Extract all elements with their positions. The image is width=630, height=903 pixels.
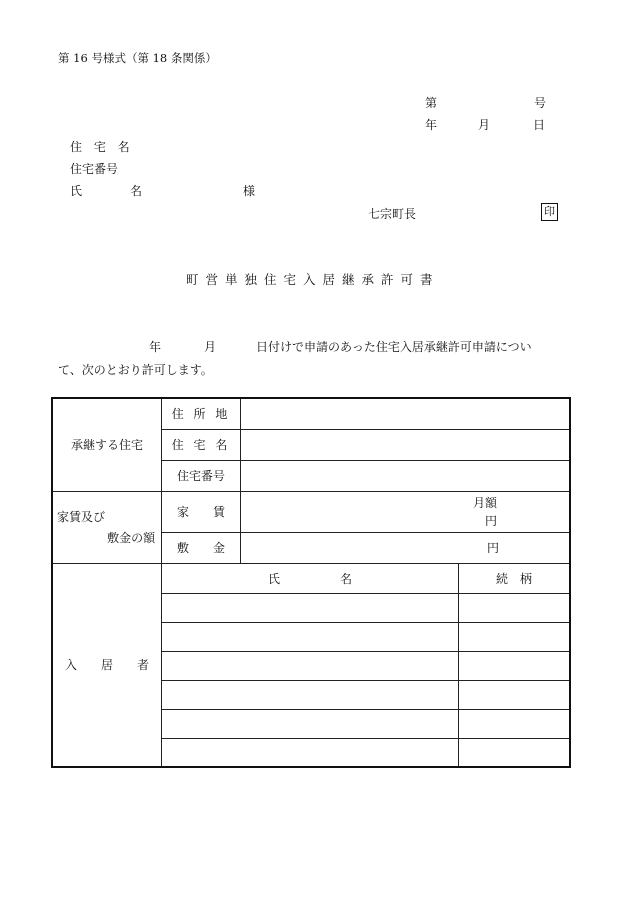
col-relation-header: 続 柄 [458, 563, 570, 593]
seal-stamp: 印 [541, 203, 558, 221]
table-row [52, 563, 570, 593]
issuer-title: 七宗町長 [368, 207, 417, 221]
address-label: 住 所 地 [162, 398, 241, 429]
section-rent-line-2: 敷金の額 [107, 531, 156, 545]
section-house-label: 承継する住宅 [52, 398, 162, 491]
resident-relation-cell[interactable] [458, 738, 570, 767]
number-suffix: 号 [534, 96, 547, 110]
house-number-value[interactable] [240, 460, 570, 491]
addressee-housing-name: 住 宅 名 [70, 140, 134, 154]
honorific: 様 [243, 184, 256, 198]
resident-relation-cell[interactable] [458, 622, 570, 651]
table-row [52, 491, 570, 532]
table-row [52, 398, 570, 429]
date-month: 月 [478, 118, 491, 132]
addressee-housing-number: 住宅番号 [70, 162, 119, 176]
body-month: 月 [204, 340, 217, 354]
date-year: 年 [425, 118, 438, 132]
form-number: 第 16 号様式（第 18 条関係） [58, 51, 217, 65]
resident-name-cell[interactable] [162, 680, 459, 709]
resident-name-cell[interactable] [162, 709, 459, 738]
resident-name-cell[interactable] [162, 738, 459, 767]
number-prefix: 第 [425, 96, 438, 110]
resident-name-cell[interactable] [162, 593, 459, 622]
rent-yen-label: 円 [484, 513, 497, 528]
resident-relation-cell[interactable] [458, 709, 570, 738]
resident-relation-cell[interactable] [458, 651, 570, 680]
resident-relation-cell[interactable] [458, 680, 570, 709]
resident-name-cell[interactable] [162, 622, 459, 651]
deposit-value[interactable] [240, 532, 570, 563]
col-name-header: 氏 名 [162, 563, 459, 593]
resident-relation-cell[interactable] [458, 593, 570, 622]
name-label-second: 名 [130, 184, 143, 198]
permit-table [51, 397, 571, 768]
body-text-1: 日付けで申請のあった住宅入居承継許可申請につい [256, 340, 532, 354]
document-title: 町営単独住宅入居継承許可書 [186, 272, 440, 287]
deposit-label: 敷 金 [162, 532, 241, 563]
name-label-first: 氏 [70, 184, 83, 198]
body-line-2: て、次のとおり許可します。 [58, 363, 213, 377]
date-day: 日 [533, 118, 546, 132]
section-residents-label: 入 居 者 [52, 563, 162, 767]
rent-value[interactable] [240, 491, 570, 532]
address-value[interactable] [240, 398, 570, 429]
rent-monthly-label: 月額 [472, 495, 497, 510]
body-line-1 [149, 338, 532, 355]
house-name-value[interactable] [240, 429, 570, 460]
house-name-label: 住 宅 名 [162, 429, 241, 460]
addressee-name-label [70, 182, 142, 199]
section-rent-line-1: 家賃及び [57, 510, 106, 524]
deposit-yen-label: 円 [486, 541, 499, 555]
rent-label: 家 賃 [162, 491, 241, 532]
section-rent-label [52, 491, 162, 563]
house-number-label: 住宅番号 [162, 460, 241, 491]
body-year: 年 [149, 340, 162, 354]
resident-name-cell[interactable] [162, 651, 459, 680]
